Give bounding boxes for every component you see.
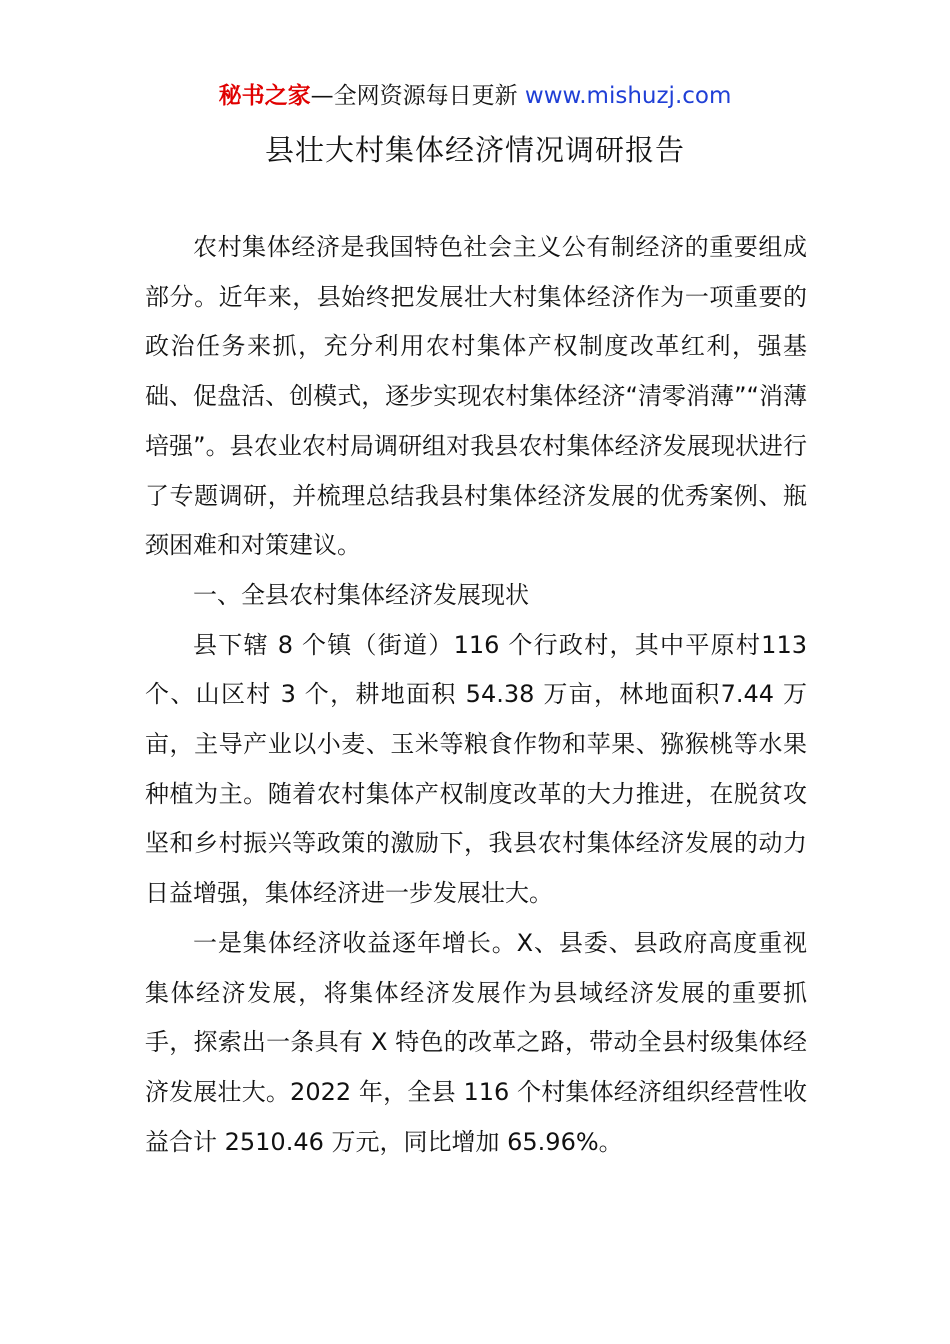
document-title: 县壮大村集体经济情况调研报告 <box>264 133 685 167</box>
site-url-link[interactable]: www.mishuzj.com <box>524 83 732 109</box>
site-tagline: —全网资源每日更新 <box>310 83 518 109</box>
paragraph-overview: 县下辖 8 个镇（街道）116 个行政村，其中平原村113 个、山区村 3 个，耕地面积 54.38 万亩，林地面积7.44 万亩，主导产业以小麦、玉米等粮食作物和苹果、猕猴桃等水果种植为主。随着农村集体产权制度改革的大力推进，在脱贫攻坚和乡村振兴等政策的激励下，我县农村集体经济发展的动力日益增强，集体经济进一步发展壮大。 <box>145 630 807 908</box>
paragraph-income-growth: 一是集体经济收益逐年增长。X、县委、县政府高度重视集体经济发展，将集体经济发展作为县域经济发展的重要抓手，探索出一条具有 X 特色的改革之路，带动全县村级集体经济发展壮大。2022 年，全县 116 个村集体经济组织经营性收益合计 2510.46 万元，同比增加 65.96%。 <box>145 928 807 1156</box>
site-banner <box>0 80 950 112</box>
paragraph-intro: 农村集体经济是我国特色社会主义公有制经济的重要组成部分。近年来，县始终把发展壮大村集体经济作为一项重要的政治任务来抓，充分利用农村集体产权制度改革红利，强基础、促盘活、创模式，逐步实现农村集体经济“清零消薄”“消薄培强”。县农业农村局调研组对我县农村集体经济发展现状进行了专题调研，并梳理总结我县村集体经济发展的优秀案例、瓶颈困难和对策建议。 <box>145 233 807 560</box>
section-heading-1: 一、全县农村集体经济发展现状 <box>193 580 529 609</box>
document-body <box>145 223 807 1167</box>
site-brand: 秘书之家 <box>218 83 311 109</box>
